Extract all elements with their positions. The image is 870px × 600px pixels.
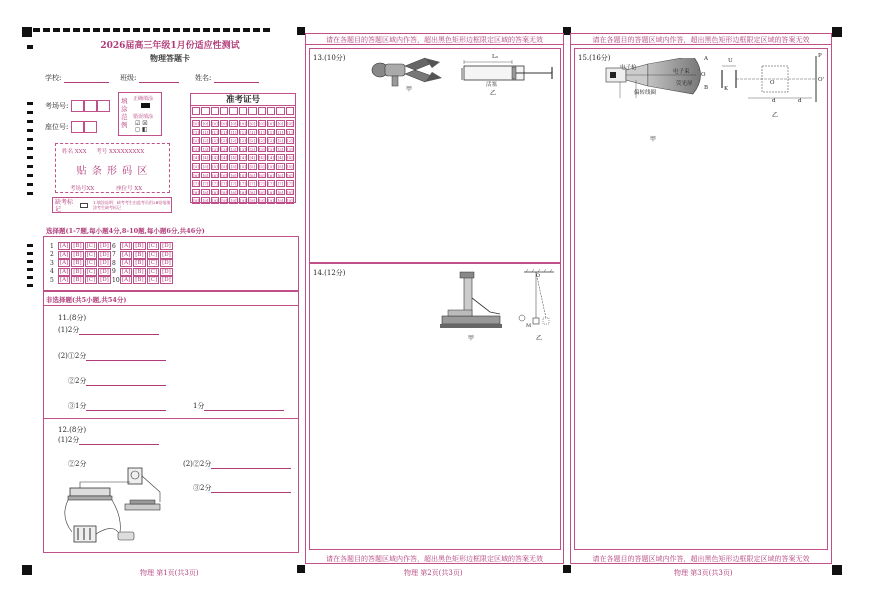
ticket-bubble[interactable]: [7]	[193, 181, 200, 187]
fill-example-correct-label: 正确填涂	[133, 96, 154, 102]
ticket-bubble[interactable]: [0]	[268, 121, 274, 127]
mc-option-bubble[interactable]: [A]	[60, 277, 69, 283]
mc-option-bubble[interactable]: [C]	[148, 268, 158, 275]
ticket-bubble[interactable]: [8]	[230, 189, 237, 195]
ticket-bubble-grid[interactable]	[191, 118, 295, 206]
mc-option-bubble[interactable]: [C]	[86, 243, 96, 249]
ticket-bubble[interactable]: [7]	[230, 181, 237, 187]
ticket-bubble[interactable]: [8]	[268, 189, 274, 195]
ticket-bubble[interactable]: [3]	[221, 146, 228, 152]
ticket-bubble[interactable]: [9]	[277, 198, 284, 204]
ticket-bubble[interactable]: [5]	[230, 164, 237, 170]
ticket-bubble[interactable]: [0]	[240, 121, 246, 127]
ticket-bubble[interactable]: [2]	[277, 138, 284, 144]
mc-option-bubble[interactable]: [A]	[60, 260, 69, 266]
ticket-bubble[interactable]: [7]	[221, 181, 228, 187]
ticket-bubble[interactable]: [0]	[212, 121, 218, 127]
page3-footer-page: 物理 第3页(共3页)	[674, 569, 733, 577]
ticket-bubble[interactable]: [2]	[221, 138, 228, 144]
mc-question-row	[50, 268, 112, 276]
mc-option-bubble[interactable]: [A]	[60, 251, 69, 258]
q11-part2b-label: ②2分	[68, 377, 87, 385]
seat-field[interactable]	[45, 121, 97, 133]
ticket-bubble[interactable]: [5]	[193, 164, 200, 170]
ticket-bubble[interactable]: [3]	[202, 146, 209, 152]
mc-option-bubble[interactable]: [D]	[100, 260, 109, 266]
ticket-bubble[interactable]: [9]	[212, 198, 218, 204]
ticket-bubble[interactable]: [0]	[249, 121, 256, 127]
q13-fig-b-l0: L₀	[492, 54, 498, 60]
mc-option-bubble[interactable]: [A]	[122, 243, 131, 249]
mc-question-row	[112, 242, 174, 250]
mc-option-bubble[interactable]: [C]	[148, 260, 158, 266]
mc-question-row	[50, 242, 112, 250]
ticket-bubble[interactable]: [5]	[277, 164, 284, 170]
q11-part1[interactable]	[58, 325, 159, 335]
ticket-bubble[interactable]: [8]	[202, 189, 209, 195]
ticket-bubble[interactable]: [8]	[240, 189, 246, 195]
mc-option-bubble[interactable]: [D]	[162, 260, 171, 266]
q11-q12-divider	[43, 418, 299, 419]
q12-part1b-label: ②2分	[68, 460, 87, 468]
ticket-row	[192, 128, 294, 137]
ticket-bubble[interactable]: [3]	[249, 146, 256, 152]
mc-question-number: 1	[50, 242, 54, 250]
ticket-bubble[interactable]: [1]	[268, 129, 274, 135]
ticket-bubble[interactable]: [6]	[212, 172, 218, 178]
barcode-room: 考场号XX	[70, 186, 95, 192]
ticket-bubble[interactable]: [3]	[240, 146, 246, 152]
barcode-seat: 座位号 XX	[116, 186, 143, 192]
ticket-bubble[interactable]: [2]	[212, 138, 218, 144]
q11-part2b[interactable]	[68, 376, 166, 386]
ticket-row	[192, 179, 294, 188]
barcode-area	[55, 143, 170, 193]
mc-question-number: 9	[112, 268, 116, 275]
mc-option-bubble[interactable]: [A]	[122, 277, 131, 283]
absent-label: 缺考标记	[55, 199, 74, 213]
q13-fig-b-piston: 活塞	[486, 82, 498, 88]
q12-part3-label: ③2分	[193, 484, 212, 492]
mc-option-bubble[interactable]: [B]	[135, 268, 144, 275]
mc-question-number: 2	[50, 251, 54, 258]
mc-question-row	[112, 276, 174, 284]
exam-room-field[interactable]	[45, 100, 110, 112]
ticket-bubble[interactable]: [3]	[277, 146, 284, 152]
mc-option-bubble[interactable]: [C]	[86, 260, 96, 266]
ticket-bubble[interactable]: [1]	[258, 129, 265, 135]
corner-mark-br	[832, 565, 842, 575]
ticket-bubble[interactable]: [6]	[221, 172, 228, 178]
ticket-bubble[interactable]: [6]	[258, 172, 265, 178]
ticket-bubble[interactable]: [1]	[277, 129, 284, 135]
ticket-bubble[interactable]: [9]	[230, 198, 237, 204]
q15-fig-a-beam: 电子束	[673, 69, 690, 75]
ticket-bubble[interactable]: [9]	[193, 198, 200, 204]
ticket-bubble[interactable]: [5]	[258, 164, 265, 170]
mc-question-number: 6	[112, 242, 116, 250]
q15-fig-b-u: U	[728, 58, 733, 64]
ticket-bubble[interactable]: [9]	[221, 198, 228, 204]
left-timing-marks-top	[27, 102, 33, 195]
mc-option-bubble[interactable]: [A]	[60, 268, 69, 275]
mc-option-bubble[interactable]: [B]	[73, 251, 82, 258]
mc-option-bubble[interactable]: [C]	[148, 243, 158, 249]
q11-part4[interactable]	[193, 401, 284, 411]
ticket-bubble[interactable]: [7]	[202, 181, 209, 187]
q15-fig-b-d1: d	[772, 98, 776, 104]
ticket-bubble[interactable]: [6]	[286, 172, 293, 178]
ticket-bubble[interactable]: [2]	[202, 138, 209, 144]
ticket-number-box	[190, 93, 296, 203]
fill-example-wrong-label: 错误填涂	[133, 114, 154, 120]
mc-option-bubble[interactable]: [B]	[135, 260, 144, 266]
fill-example-box	[118, 92, 162, 136]
q15-fig-a-caption: 甲	[650, 136, 657, 143]
mc-question-row	[50, 276, 112, 284]
ticket-bubble[interactable]: [4]	[202, 155, 209, 161]
q12-part2-label: (2)②2分	[183, 460, 212, 468]
ticket-bubble[interactable]: [1]	[230, 129, 237, 135]
bottom-mid-mark-2	[563, 565, 571, 573]
ticket-bubble[interactable]: [5]	[212, 164, 218, 170]
seat-label: 座位号:	[45, 123, 69, 131]
page3-header: 请在各题目的答题区域内作答，超出黑色矩形边框限定区域的答案无效	[592, 36, 810, 44]
ticket-bubble[interactable]: [4]	[221, 155, 228, 161]
ticket-bubble[interactable]: [6]	[249, 172, 256, 178]
mc-option-bubble[interactable]: [C]	[86, 268, 96, 275]
ticket-bubble[interactable]: [0]	[258, 121, 265, 127]
corner-mark-tl	[22, 27, 32, 37]
mc-option-bubble[interactable]: [D]	[100, 251, 109, 258]
q13-fig-b-caption: 乙	[490, 90, 497, 97]
bottom-mid-mark-1	[297, 565, 305, 573]
mc-question-number: 5	[50, 276, 54, 284]
mc-question-number: 4	[50, 268, 54, 275]
ticket-bubble[interactable]: [9]	[258, 198, 265, 204]
ticket-bubble[interactable]: [9]	[249, 198, 256, 204]
ticket-row	[192, 119, 294, 128]
ticket-bubble[interactable]: [9]	[268, 198, 274, 204]
ticket-bubble[interactable]: [3]	[268, 146, 274, 152]
ticket-bubble[interactable]: [7]	[212, 181, 218, 187]
ticket-bubble[interactable]: [0]	[277, 121, 284, 127]
q12-part2[interactable]	[183, 459, 291, 469]
ticket-row	[192, 188, 294, 197]
mc-option-bubble[interactable]: [A]	[60, 243, 69, 249]
ticket-number-title: 准考证号	[191, 94, 295, 106]
ticket-bubble[interactable]: [6]	[268, 172, 274, 178]
q15-fig-a-b: B	[704, 85, 709, 91]
ticket-bubble[interactable]: [2]	[249, 138, 256, 144]
absent-mark-box[interactable]	[52, 197, 172, 213]
mc-question-row	[112, 268, 174, 276]
ticket-bubble[interactable]: [4]	[277, 155, 284, 161]
page1-footer-page: 物理 第1页(共3页)	[140, 569, 199, 577]
mc-option-bubble[interactable]: [C]	[86, 251, 96, 258]
name-label: 姓名:	[195, 74, 212, 82]
q14-fig-b-o: O	[536, 273, 541, 279]
q11-part1-label: (1)2分	[58, 326, 80, 334]
page1-title: 2026届高三年级1月份适应性测试	[100, 41, 240, 51]
mc-option-bubble[interactable]: [D]	[100, 268, 109, 275]
q15-fig-b-o-prime: O'	[818, 77, 825, 83]
q15-title: 15.(16分)	[578, 54, 611, 62]
ticket-bubble[interactable]: [1]	[240, 129, 246, 135]
ticket-bubble[interactable]: [2]	[286, 138, 293, 144]
q15-fig-a-a: A	[704, 56, 708, 62]
ticket-bubble[interactable]: [6]	[277, 172, 284, 178]
ticket-bubble[interactable]: [9]	[286, 198, 293, 204]
ticket-bubble[interactable]: [5]	[249, 164, 256, 170]
ticket-row	[192, 196, 294, 205]
ticket-bubble[interactable]: [6]	[202, 172, 209, 178]
ticket-bubble[interactable]: [2]	[268, 138, 274, 144]
q11-part3[interactable]	[68, 401, 166, 411]
ticket-row	[192, 153, 294, 162]
ticket-bubble[interactable]: [5]	[286, 164, 293, 170]
q14-figure-a	[438, 268, 504, 330]
ticket-bubble[interactable]: [0]	[202, 121, 209, 127]
mc-question-row	[112, 251, 174, 259]
ticket-bubble[interactable]: [4]	[193, 155, 200, 161]
q12-part1[interactable]	[58, 435, 159, 445]
exam-room-label: 考场号:	[45, 102, 69, 110]
mc-question-number: 3	[50, 259, 54, 267]
mc-question-number: 10	[112, 276, 120, 284]
ticket-bubble[interactable]: [7]	[277, 181, 284, 187]
corner-mark-tr	[832, 27, 842, 37]
q13-figure-b	[460, 58, 570, 86]
mc-option-bubble[interactable]: [A]	[122, 268, 131, 275]
left-mark-1	[27, 45, 33, 49]
ticket-bubble[interactable]: [5]	[240, 164, 246, 170]
ticket-bubble[interactable]: [1]	[249, 129, 256, 135]
fill-wrong-samples: ☑ ☒ ◻ ◧	[135, 120, 148, 133]
barcode-id: 考号 XXXXXXXXX	[96, 149, 145, 155]
class-label: 班级:	[120, 74, 137, 82]
nonmc-header-divider	[43, 305, 299, 306]
barcode-label: 贴 条 形 码 区	[76, 166, 149, 177]
school-field[interactable]	[45, 73, 109, 83]
page1-subtitle: 物理答题卡	[150, 53, 190, 63]
q15-fig-b-k: K	[724, 86, 729, 92]
page2-header: 请在各题目的答题区域内作答，超出黑色矩形边框限定区域的答案无效	[326, 36, 543, 44]
ticket-bubble[interactable]: [1]	[193, 129, 200, 135]
mc-option-bubble[interactable]: [D]	[100, 243, 109, 249]
mc-option-bubble[interactable]: [B]	[73, 260, 82, 266]
q13-title: 13.(10分)	[313, 54, 346, 62]
mc-option-bubble[interactable]: [B]	[135, 251, 144, 258]
mc-question-row	[112, 259, 174, 267]
class-field[interactable]	[120, 73, 179, 83]
q15-fig-a-o: O	[701, 72, 706, 78]
q12-title: 12.(8分)	[58, 426, 87, 434]
left-timing-marks-mc	[27, 244, 33, 287]
mc-option-bubble[interactable]: [B]	[135, 243, 144, 249]
page3-header-divider	[570, 44, 832, 45]
mc-option-bubble[interactable]: [B]	[73, 243, 82, 249]
ticket-bubble[interactable]: [4]	[230, 155, 237, 161]
ticket-bubble[interactable]: [7]	[240, 181, 246, 187]
ticket-bubble[interactable]: [3]	[258, 146, 265, 152]
q11-part3-label: ③1分	[68, 402, 87, 410]
ticket-bubble[interactable]: [2]	[258, 138, 265, 144]
q12-circuit-figure	[60, 462, 180, 550]
name-field[interactable]	[195, 73, 259, 83]
page2-header-divider	[305, 44, 564, 45]
ticket-bubble[interactable]: [0]	[230, 121, 237, 127]
ticket-bubble[interactable]: [0]	[286, 121, 293, 127]
page2-footer-page: 物理 第2页(共3页)	[404, 569, 463, 577]
mc-option-bubble[interactable]: [C]	[86, 277, 96, 283]
q12-part1-label: (1)2分	[58, 436, 80, 444]
mc-option-bubble[interactable]: [D]	[162, 268, 171, 275]
ticket-bubble[interactable]: [1]	[212, 129, 218, 135]
ticket-bubble[interactable]: [0]	[193, 121, 200, 127]
ticket-bubble[interactable]: [5]	[268, 164, 274, 170]
q15-fig-b-caption: 乙	[772, 112, 779, 119]
ticket-bubble[interactable]: [1]	[221, 129, 228, 135]
ticket-bubble[interactable]: [8]	[249, 189, 256, 195]
mc-question-row	[50, 251, 112, 259]
q15-fig-a-gun: 电子枪	[620, 65, 637, 71]
mc-option-bubble[interactable]: [D]	[100, 277, 109, 283]
mc-question-row	[50, 259, 112, 267]
q11-part2-label: (2)①2分	[58, 352, 87, 360]
absent-checkbox[interactable]	[80, 203, 88, 208]
ticket-bubble[interactable]: [8]	[286, 189, 293, 195]
nonmc-header: 非选择题(共5小题,共54分)	[46, 296, 127, 304]
corner-mark-bl	[22, 565, 32, 575]
ticket-bubble[interactable]: [8]	[221, 189, 228, 195]
q11-part4-label: 1分	[193, 402, 205, 410]
q15-fig-a-screen: 荧光屏	[676, 81, 693, 87]
ticket-bubble[interactable]: [6]	[230, 172, 237, 178]
top-registration-dashes	[33, 28, 270, 32]
ticket-bubble[interactable]: [3]	[193, 146, 200, 152]
fill-example-side-label: 填涂范例	[121, 97, 128, 129]
ticket-bubble[interactable]: [7]	[268, 181, 274, 187]
ticket-row	[192, 171, 294, 180]
mc-option-bubble[interactable]: [D]	[162, 251, 171, 258]
ticket-bubble[interactable]: [0]	[221, 121, 228, 127]
barcode-name: 姓名 XXX	[62, 149, 87, 155]
ticket-row	[192, 145, 294, 154]
q14-fig-b-m: M	[526, 323, 532, 329]
ticket-bubble[interactable]: [4]	[240, 155, 246, 161]
q14-fig-a-caption: 甲	[468, 335, 475, 342]
ticket-bubble[interactable]: [3]	[230, 146, 237, 152]
q15-fig-b-d2: d	[798, 98, 802, 104]
ticket-bubble[interactable]: [7]	[286, 181, 293, 187]
page3-footer: 请在各题目的答题区域内作答，超出黑色矩形边框限定区域的答案无效	[592, 555, 810, 563]
q15-fig-b-o: O	[770, 80, 775, 86]
ticket-bubble[interactable]: [3]	[212, 146, 218, 152]
q15-fig-b-p: P	[818, 53, 822, 59]
ticket-bubble[interactable]: [9]	[202, 198, 209, 204]
mc-option-bubble[interactable]: [C]	[148, 251, 158, 258]
ticket-bubble[interactable]: [8]	[212, 189, 218, 195]
absent-note: 1.填涂说明：缺考考生由监考员用2B铅笔填涂考生缺考标记	[93, 200, 171, 210]
mc-header: 选择题(1-7题,每小题4分,8-10题,每小题6分,共46分)	[46, 227, 205, 235]
ticket-bubble[interactable]: [8]	[258, 189, 265, 195]
ticket-bubble[interactable]: [8]	[193, 189, 200, 195]
ticket-bubble[interactable]: [5]	[202, 164, 209, 170]
mc-option-bubble[interactable]: [B]	[73, 277, 82, 283]
q14-title: 14.(12分)	[313, 269, 346, 277]
ticket-row	[192, 162, 294, 171]
ticket-bubble[interactable]: [8]	[277, 189, 284, 195]
ticket-bubble[interactable]: [4]	[212, 155, 218, 161]
ticket-write-row[interactable]	[191, 106, 295, 118]
ticket-bubble[interactable]: [6]	[240, 172, 246, 178]
ticket-bubble[interactable]: [5]	[221, 164, 228, 170]
ticket-row	[192, 136, 294, 145]
mc-question-number: 8	[112, 259, 116, 267]
fill-correct-sample	[141, 103, 150, 108]
mc-option-bubble[interactable]: [B]	[135, 277, 144, 283]
mc-option-bubble[interactable]: [A]	[122, 251, 131, 258]
mc-question-number: 7	[112, 251, 116, 258]
mc-option-bubble[interactable]: [D]	[162, 277, 171, 283]
ticket-bubble[interactable]: [2]	[230, 138, 237, 144]
ticket-bubble[interactable]: [9]	[240, 198, 246, 204]
ticket-bubble[interactable]: [7]	[249, 181, 256, 187]
ticket-bubble[interactable]: [4]	[268, 155, 274, 161]
mc-option-bubble[interactable]: [A]	[122, 260, 131, 266]
q13-fig-a-caption: 甲	[406, 86, 413, 93]
mc-option-bubble[interactable]: [B]	[73, 268, 82, 275]
ticket-bubble[interactable]: [4]	[249, 155, 256, 161]
ticket-bubble[interactable]: [6]	[193, 172, 200, 178]
ticket-bubble[interactable]: [1]	[286, 129, 293, 135]
ticket-bubble[interactable]: [7]	[258, 181, 265, 187]
q11-part2[interactable]	[58, 351, 166, 361]
q11-title: 11.(8分)	[58, 314, 87, 322]
q12-part3[interactable]	[193, 483, 291, 493]
q14-fig-b-caption: 乙	[536, 335, 543, 342]
mc-option-bubble[interactable]: [C]	[148, 277, 158, 283]
q15-fig-a-coil: 偏转线圈	[634, 90, 657, 96]
ticket-bubble[interactable]: [1]	[202, 129, 209, 135]
school-label: 学校:	[45, 74, 62, 82]
ticket-bubble[interactable]: [2]	[193, 138, 200, 144]
ticket-bubble[interactable]: [4]	[286, 155, 293, 161]
ticket-bubble[interactable]: [2]	[240, 138, 246, 144]
ticket-bubble[interactable]: [3]	[286, 146, 293, 152]
ticket-bubble[interactable]: [4]	[258, 155, 265, 161]
mc-option-bubble[interactable]: [D]	[162, 243, 171, 249]
page2-footer: 请在各题目的答题区域内作答，超出黑色矩形边框限定区域的答案无效	[326, 555, 543, 563]
top-mid-mark-1	[297, 27, 305, 35]
